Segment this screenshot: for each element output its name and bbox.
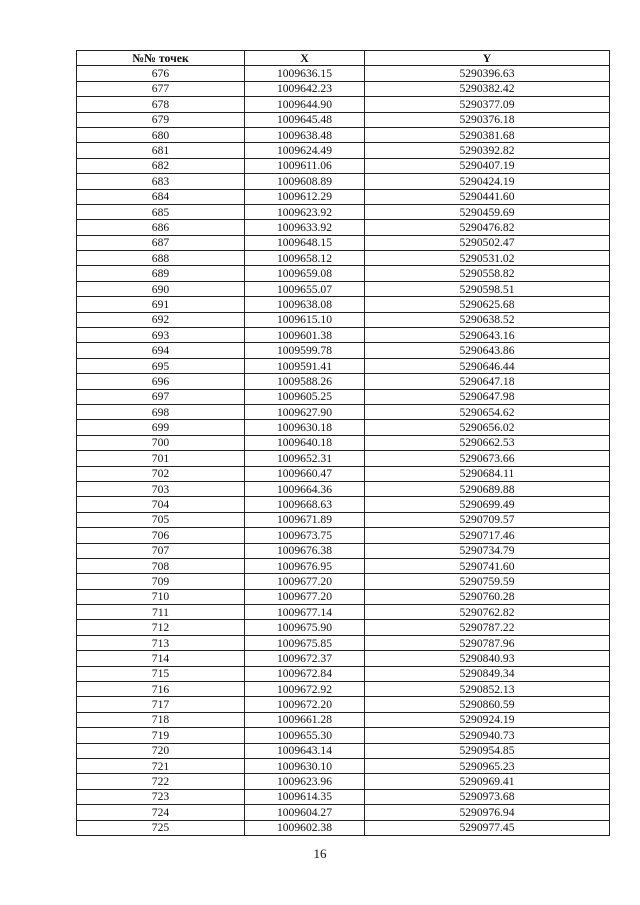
table-row (77, 251, 610, 266)
y-coordinate-cell: 5290396.63 (365, 66, 610, 81)
x-coordinate-cell: 1009630.18 (245, 420, 365, 435)
table-row (77, 235, 610, 250)
y-coordinate-cell: 5290759.59 (365, 574, 610, 589)
y-coordinate-cell: 5290407.19 (365, 158, 610, 173)
y-coordinate-cell: 5290954.85 (365, 743, 610, 758)
x-coordinate-cell: 1009630.10 (245, 758, 365, 773)
x-coordinate-cell: 1009673.75 (245, 528, 365, 543)
y-coordinate-cell: 5290976.94 (365, 805, 610, 820)
table-row (77, 435, 610, 450)
y-coordinate-cell: 5290656.02 (365, 420, 610, 435)
table-row (77, 66, 610, 81)
table-row (77, 220, 610, 235)
y-coordinate-cell: 5290969.41 (365, 774, 610, 789)
y-coordinate-cell: 5290441.60 (365, 189, 610, 204)
point-number-cell: 693 (77, 328, 245, 343)
point-number-cell: 684 (77, 189, 245, 204)
x-coordinate-cell: 1009672.84 (245, 666, 365, 681)
x-coordinate-header: X (245, 51, 365, 66)
x-coordinate-cell: 1009675.85 (245, 635, 365, 650)
point-number-cell: 676 (77, 66, 245, 81)
point-number-cell: 703 (77, 481, 245, 496)
point-number-cell: 709 (77, 574, 245, 589)
table-row (77, 682, 610, 697)
point-number-cell: 720 (77, 743, 245, 758)
table-row (77, 666, 610, 681)
x-coordinate-cell: 1009638.48 (245, 127, 365, 142)
table-row (77, 112, 610, 127)
y-coordinate-cell: 5290643.86 (365, 343, 610, 358)
y-coordinate-cell: 5290558.82 (365, 266, 610, 281)
y-coordinate-cell: 5290977.45 (365, 820, 610, 835)
table-row (77, 574, 610, 589)
point-number-cell: 695 (77, 358, 245, 373)
point-number-cell: 698 (77, 404, 245, 419)
table-row (77, 805, 610, 820)
x-coordinate-cell: 1009664.36 (245, 481, 365, 496)
y-coordinate-cell: 5290840.93 (365, 651, 610, 666)
coordinate-table (76, 50, 610, 836)
y-coordinate-cell: 5290787.96 (365, 635, 610, 650)
x-coordinate-cell: 1009599.78 (245, 343, 365, 358)
point-number-cell: 719 (77, 728, 245, 743)
x-coordinate-cell: 1009591.41 (245, 358, 365, 373)
point-number-cell: 712 (77, 620, 245, 635)
x-coordinate-cell: 1009655.07 (245, 281, 365, 296)
point-number-cell: 704 (77, 497, 245, 512)
x-coordinate-cell: 1009643.14 (245, 743, 365, 758)
x-coordinate-cell: 1009645.48 (245, 112, 365, 127)
x-coordinate-cell: 1009604.27 (245, 805, 365, 820)
point-number-cell: 685 (77, 204, 245, 219)
point-number-cell: 710 (77, 589, 245, 604)
point-number-cell: 687 (77, 235, 245, 250)
y-coordinate-cell: 5290647.18 (365, 374, 610, 389)
y-coordinate-cell: 5290459.69 (365, 204, 610, 219)
table-row (77, 543, 610, 558)
point-number-cell: 711 (77, 605, 245, 620)
x-coordinate-cell: 1009660.47 (245, 466, 365, 481)
x-coordinate-cell: 1009601.38 (245, 328, 365, 343)
x-coordinate-cell: 1009624.49 (245, 143, 365, 158)
x-coordinate-cell: 1009642.23 (245, 81, 365, 96)
x-coordinate-cell: 1009676.95 (245, 558, 365, 573)
x-coordinate-cell: 1009677.20 (245, 589, 365, 604)
table-row (77, 143, 610, 158)
point-number-cell: 713 (77, 635, 245, 650)
table-row (77, 266, 610, 281)
y-coordinate-cell: 5290662.53 (365, 435, 610, 450)
x-coordinate-cell: 1009659.08 (245, 266, 365, 281)
point-number-cell: 701 (77, 451, 245, 466)
table-row (77, 451, 610, 466)
table-row (77, 204, 610, 219)
y-coordinate-cell: 5290717.46 (365, 528, 610, 543)
table-row (77, 481, 610, 496)
x-coordinate-cell: 1009675.90 (245, 620, 365, 635)
x-coordinate-cell: 1009677.20 (245, 574, 365, 589)
y-coordinate-cell: 5290852.13 (365, 682, 610, 697)
x-coordinate-cell: 1009648.15 (245, 235, 365, 250)
table-row (77, 558, 610, 573)
y-coordinate-cell: 5290787.22 (365, 620, 610, 635)
point-number-cell: 696 (77, 374, 245, 389)
table-row (77, 328, 610, 343)
x-coordinate-cell: 1009652.31 (245, 451, 365, 466)
x-coordinate-cell: 1009677.14 (245, 605, 365, 620)
y-coordinate-cell: 5290734.79 (365, 543, 610, 558)
point-number-cell: 714 (77, 651, 245, 666)
point-number-cell: 700 (77, 435, 245, 450)
point-number-cell: 702 (77, 466, 245, 481)
point-number-cell: 697 (77, 389, 245, 404)
x-coordinate-cell: 1009672.20 (245, 697, 365, 712)
y-coordinate-header: Y (365, 51, 610, 66)
y-coordinate-cell: 5290741.60 (365, 558, 610, 573)
x-coordinate-cell: 1009611.06 (245, 158, 365, 173)
x-coordinate-cell: 1009672.92 (245, 682, 365, 697)
y-coordinate-cell: 5290762.82 (365, 605, 610, 620)
x-coordinate-cell: 1009627.90 (245, 404, 365, 419)
x-coordinate-cell: 1009605.25 (245, 389, 365, 404)
y-coordinate-cell: 5290643.16 (365, 328, 610, 343)
x-coordinate-cell: 1009608.89 (245, 174, 365, 189)
y-coordinate-cell: 5290502.47 (365, 235, 610, 250)
x-coordinate-cell: 1009668.63 (245, 497, 365, 512)
x-coordinate-cell: 1009612.29 (245, 189, 365, 204)
table-row (77, 697, 610, 712)
y-coordinate-cell: 5290638.52 (365, 312, 610, 327)
point-number-cell: 686 (77, 220, 245, 235)
table-header (77, 51, 610, 66)
point-number-cell: 680 (77, 127, 245, 142)
y-coordinate-cell: 5290965.23 (365, 758, 610, 773)
table-row (77, 605, 610, 620)
table-body (77, 66, 610, 836)
table-row (77, 712, 610, 727)
point-number-cell: 716 (77, 682, 245, 697)
x-coordinate-cell: 1009623.96 (245, 774, 365, 789)
table-row (77, 189, 610, 204)
table-row (77, 343, 610, 358)
point-number-cell: 717 (77, 697, 245, 712)
y-coordinate-cell: 5290973.68 (365, 789, 610, 804)
point-number-cell: 723 (77, 789, 245, 804)
table-row (77, 374, 610, 389)
point-number-cell: 677 (77, 81, 245, 96)
point-number-cell: 699 (77, 420, 245, 435)
y-coordinate-cell: 5290476.82 (365, 220, 610, 235)
y-coordinate-cell: 5290689.88 (365, 481, 610, 496)
y-coordinate-cell: 5290646.44 (365, 358, 610, 373)
table-row (77, 297, 610, 312)
x-coordinate-cell: 1009676.38 (245, 543, 365, 558)
x-coordinate-cell: 1009615.10 (245, 312, 365, 327)
point-number-cell: 682 (77, 158, 245, 173)
table-row (77, 404, 610, 419)
table-row (77, 358, 610, 373)
y-coordinate-cell: 5290598.51 (365, 281, 610, 296)
y-coordinate-cell: 5290654.62 (365, 404, 610, 419)
y-coordinate-cell: 5290699.49 (365, 497, 610, 512)
x-coordinate-cell: 1009633.92 (245, 220, 365, 235)
point-number-cell: 705 (77, 512, 245, 527)
table-row (77, 389, 610, 404)
y-coordinate-cell: 5290647.98 (365, 389, 610, 404)
table-row (77, 174, 610, 189)
y-coordinate-cell: 5290376.18 (365, 112, 610, 127)
table-row (77, 127, 610, 142)
point-number-cell: 681 (77, 143, 245, 158)
x-coordinate-cell: 1009638.08 (245, 297, 365, 312)
point-number-cell: 694 (77, 343, 245, 358)
page-number: 16 (313, 846, 327, 861)
table-row (77, 312, 610, 327)
y-coordinate-cell: 5290381.68 (365, 127, 610, 142)
point-number-cell: 706 (77, 528, 245, 543)
table-row (77, 512, 610, 527)
table-row (77, 281, 610, 296)
table-row (77, 528, 610, 543)
y-coordinate-cell: 5290377.09 (365, 97, 610, 112)
point-number-cell: 679 (77, 112, 245, 127)
x-coordinate-cell: 1009671.89 (245, 512, 365, 527)
y-coordinate-cell: 5290684.11 (365, 466, 610, 481)
y-coordinate-cell: 5290849.34 (365, 666, 610, 681)
header-row (77, 51, 610, 66)
y-coordinate-cell: 5290860.59 (365, 697, 610, 712)
y-coordinate-cell: 5290709.57 (365, 512, 610, 527)
table-row (77, 743, 610, 758)
x-coordinate-cell: 1009644.90 (245, 97, 365, 112)
point-number-cell: 678 (77, 97, 245, 112)
y-coordinate-cell: 5290760.28 (365, 589, 610, 604)
table-row (77, 651, 610, 666)
x-coordinate-cell: 1009661.28 (245, 712, 365, 727)
y-coordinate-cell: 5290382.42 (365, 81, 610, 96)
y-coordinate-cell: 5290424.19 (365, 174, 610, 189)
x-coordinate-cell: 1009672.37 (245, 651, 365, 666)
table-row (77, 158, 610, 173)
point-number-cell: 691 (77, 297, 245, 312)
x-coordinate-cell: 1009658.12 (245, 251, 365, 266)
point-number-cell: 722 (77, 774, 245, 789)
x-coordinate-cell: 1009623.92 (245, 204, 365, 219)
y-coordinate-cell: 5290531.02 (365, 251, 610, 266)
table-row (77, 466, 610, 481)
table-row (77, 758, 610, 773)
point-number-cell: 718 (77, 712, 245, 727)
x-coordinate-cell: 1009655.30 (245, 728, 365, 743)
x-coordinate-cell: 1009602.38 (245, 820, 365, 835)
point-number-cell: 689 (77, 266, 245, 281)
x-coordinate-cell: 1009614.35 (245, 789, 365, 804)
point-number-cell: 715 (77, 666, 245, 681)
table-row (77, 620, 610, 635)
table-row (77, 789, 610, 804)
table-row (77, 635, 610, 650)
point-number-cell: 725 (77, 820, 245, 835)
table-row (77, 97, 610, 112)
point-number-cell: 690 (77, 281, 245, 296)
x-coordinate-cell: 1009636.15 (245, 66, 365, 81)
y-coordinate-cell: 5290392.82 (365, 143, 610, 158)
y-coordinate-cell: 5290625.68 (365, 297, 610, 312)
table-row (77, 728, 610, 743)
point-number-cell: 707 (77, 543, 245, 558)
x-coordinate-cell: 1009640.18 (245, 435, 365, 450)
y-coordinate-cell: 5290940.73 (365, 728, 610, 743)
y-coordinate-cell: 5290924.19 (365, 712, 610, 727)
table-row (77, 589, 610, 604)
point-number-cell: 708 (77, 558, 245, 573)
table-row (77, 497, 610, 512)
point-number-cell: 683 (77, 174, 245, 189)
point-number-cell: 688 (77, 251, 245, 266)
point-number-cell: 724 (77, 805, 245, 820)
table-row (77, 820, 610, 835)
x-coordinate-cell: 1009588.26 (245, 374, 365, 389)
table-row (77, 774, 610, 789)
point-number-cell: 721 (77, 758, 245, 773)
point-number-header: №№ точек (77, 51, 245, 66)
table-row (77, 81, 610, 96)
table-row (77, 420, 610, 435)
point-number-cell: 692 (77, 312, 245, 327)
y-coordinate-cell: 5290673.66 (365, 451, 610, 466)
